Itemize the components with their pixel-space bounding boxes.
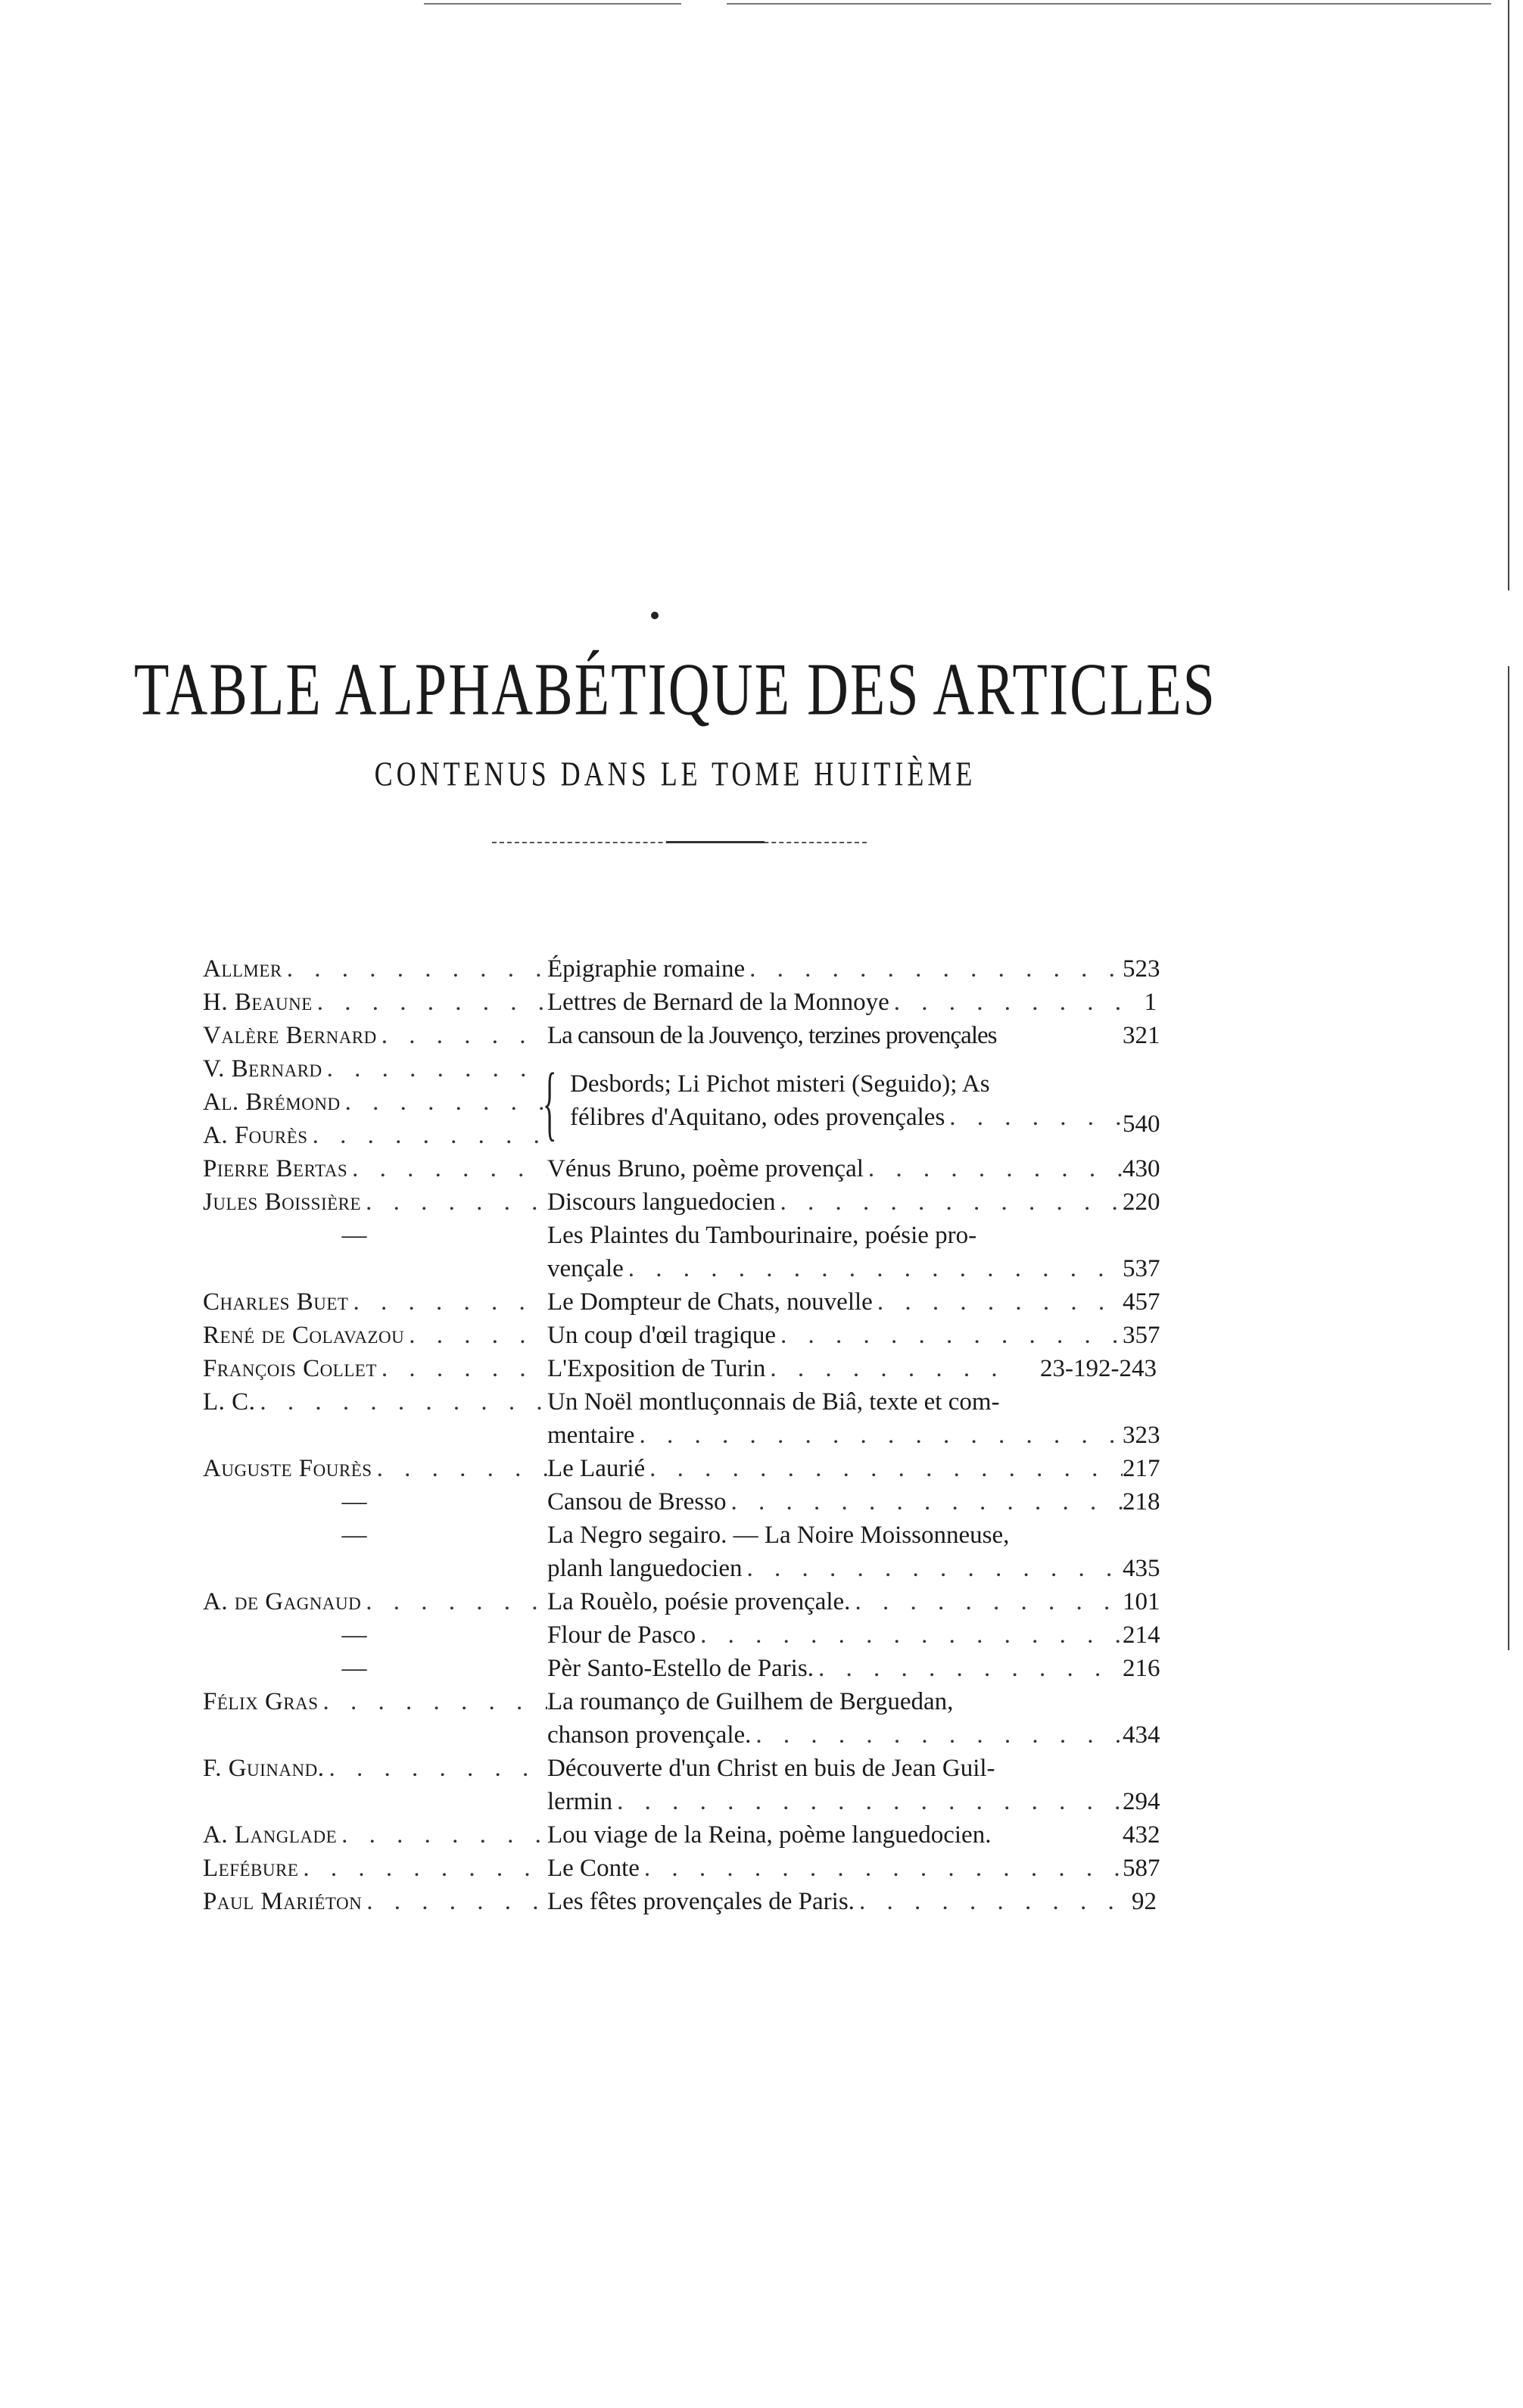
toc-row xyxy=(203,1219,1151,1252)
author-name: H. Beaune xyxy=(203,989,313,1016)
article-title: Lou viage de la Reina, poème languedocien. xyxy=(547,1821,992,1849)
author-name: Paul Mariéton xyxy=(203,1888,363,1915)
page-title: TABLE ALPHABÉTIQUE DES ARTICLES xyxy=(134,648,1216,731)
page-edge-right-lower xyxy=(1508,666,1509,1650)
author-name: A. de Gagnaud xyxy=(203,1588,362,1615)
page-number: 323 xyxy=(1123,1422,1160,1449)
article-title: La cansoun de la Jouvenço, terzines provençales xyxy=(547,1022,997,1049)
page-number: 220 xyxy=(1123,1188,1160,1216)
toc-row xyxy=(203,1752,1151,1785)
page-number: 537 xyxy=(1123,1255,1160,1282)
author-name: Valère Bernard xyxy=(203,1022,377,1049)
article-title: Le Laurié xyxy=(547,1455,646,1482)
page-number: 430 xyxy=(1123,1155,1160,1182)
page-number: 92 xyxy=(1132,1888,1157,1915)
page-number: 1 xyxy=(1144,989,1157,1016)
article-title: Vénus Bruno, poème provençal xyxy=(547,1155,864,1182)
toc-row xyxy=(203,952,1160,986)
page-subtitle: CONTENUS DANS LE TOME HUITIÈME xyxy=(374,755,976,793)
author-name: V. Bernard xyxy=(203,1055,322,1083)
grouping-brace: { xyxy=(543,1056,557,1148)
author-name: Charles Buet xyxy=(203,1288,349,1316)
article-title: Cansou de Bresso xyxy=(547,1488,727,1516)
ditto-mark: — xyxy=(341,1522,367,1549)
article-title: La roumanço de Guilhem de Berguedan, xyxy=(547,1688,954,1715)
author-name: Félix Gras xyxy=(203,1688,319,1715)
toc-row-continued xyxy=(203,1252,1160,1285)
article-title-continued: planh languedocien xyxy=(547,1555,743,1582)
page-edge-top xyxy=(424,3,681,5)
toc-row xyxy=(203,1485,1160,1519)
toc-row xyxy=(203,1585,1160,1618)
article-title: Flour de Pasco xyxy=(547,1621,696,1649)
page-number: 218 xyxy=(1123,1488,1160,1516)
article-title: Un coup d'œil tragique xyxy=(547,1322,776,1349)
author-name: Lefébure xyxy=(203,1855,299,1882)
table-of-contents xyxy=(203,952,1160,1918)
page-number: 217 xyxy=(1123,1455,1160,1482)
ditto-mark: — xyxy=(341,1488,367,1516)
page-number: 23-192-243 xyxy=(1040,1355,1157,1382)
article-title-continued: lermin xyxy=(547,1788,613,1815)
article-title: Desbords; Li Pichot misteri (Seguido); As xyxy=(570,1070,990,1098)
article-title: Lettres de Bernard de la Monnoye xyxy=(547,989,889,1016)
toc-row xyxy=(203,1352,1157,1385)
article-title-continued: félibres d'Aquitano, odes provençales xyxy=(570,1104,945,1131)
ditto-mark: — xyxy=(341,1222,367,1249)
toc-row xyxy=(203,986,1157,1019)
toc-group-entry xyxy=(203,1052,1160,1152)
article-title: La Rouèlo, poésie provençale. xyxy=(547,1588,851,1615)
page-number: 357 xyxy=(1123,1322,1160,1349)
page-number: 214 xyxy=(1123,1621,1160,1649)
ditto-mark: — xyxy=(341,1655,367,1682)
ditto-mark: — xyxy=(341,1621,367,1649)
ornament-dot xyxy=(651,612,659,619)
author-name: Jules Boissière xyxy=(203,1188,362,1216)
toc-row xyxy=(203,1818,1160,1852)
page-number: 321 xyxy=(1123,1022,1160,1049)
toc-row xyxy=(203,1618,1160,1652)
toc-row-continued xyxy=(203,1785,1160,1818)
article-title-continued: mentaire xyxy=(547,1422,635,1449)
author-name: A. Langlade xyxy=(203,1821,338,1849)
toc-row xyxy=(203,1519,1151,1552)
page-number: 587 xyxy=(1123,1855,1160,1882)
article-title: Les Plaintes du Tambourinaire, poésie pro- xyxy=(547,1222,977,1249)
author-name: Allmer xyxy=(203,955,282,983)
page-number: 216 xyxy=(1123,1655,1160,1682)
author-name: René de Colavazou xyxy=(203,1322,405,1349)
article-title: L'Exposition de Turin xyxy=(547,1355,766,1382)
toc-row-continued xyxy=(203,1718,1160,1752)
author-name: Auguste Fourès xyxy=(203,1455,372,1482)
toc-row xyxy=(203,1652,1160,1685)
toc-row xyxy=(203,1885,1157,1918)
toc-row xyxy=(203,1685,1151,1718)
toc-row xyxy=(203,1285,1160,1319)
author-name: F. Guinand. xyxy=(203,1755,325,1782)
page-number: 435 xyxy=(1123,1555,1160,1582)
toc-row xyxy=(203,1852,1160,1885)
article-title-continued: chanson provençale. xyxy=(547,1721,752,1749)
article-title: Discours languedocien xyxy=(547,1188,776,1216)
article-title: Découverte d'un Christ en buis de Jean Guil- xyxy=(547,1755,995,1782)
article-title: La Negro segairo. — La Noire Moissonneuse, xyxy=(547,1522,1010,1549)
page-edge-top-right xyxy=(727,3,1491,5)
page-number: 434 xyxy=(1123,1721,1160,1749)
page-number: 523 xyxy=(1123,955,1160,983)
author-name: Al. Brémond xyxy=(203,1089,341,1116)
toc-row xyxy=(203,1152,1160,1185)
toc-row xyxy=(203,1019,1160,1052)
article-title: Les fêtes provençales de Paris. xyxy=(547,1888,855,1915)
article-title: Le Dompteur de Chats, nouvelle xyxy=(547,1288,873,1316)
article-title: Un Noël montluçonnais de Biâ, texte et com- xyxy=(547,1388,1000,1416)
toc-row-continued xyxy=(203,1419,1160,1452)
article-title: Le Conte xyxy=(547,1855,640,1882)
toc-row xyxy=(203,1319,1160,1352)
page-number: 294 xyxy=(1123,1788,1160,1815)
toc-row xyxy=(203,1452,1160,1485)
author-name: A. Fourès xyxy=(203,1122,308,1149)
toc-row xyxy=(203,1385,1151,1419)
toc-row xyxy=(203,1185,1160,1219)
page-number: 101 xyxy=(1123,1588,1160,1615)
page-number: 432 xyxy=(1123,1821,1160,1849)
toc-row-continued xyxy=(203,1552,1160,1585)
page-number: 540 xyxy=(1123,1111,1160,1138)
author-name: François Collet xyxy=(203,1355,377,1382)
author-name: Pierre Bertas xyxy=(203,1155,348,1182)
article-title: Pèr Santo-Estello de Paris. xyxy=(547,1655,814,1682)
title-rule-center xyxy=(666,841,765,843)
page-number: 457 xyxy=(1123,1288,1160,1316)
article-title: Épigraphie romaine xyxy=(547,955,746,983)
author-name: L. C. xyxy=(203,1388,256,1416)
article-title-continued: vençale xyxy=(547,1255,624,1282)
page-edge-right xyxy=(1508,0,1509,590)
